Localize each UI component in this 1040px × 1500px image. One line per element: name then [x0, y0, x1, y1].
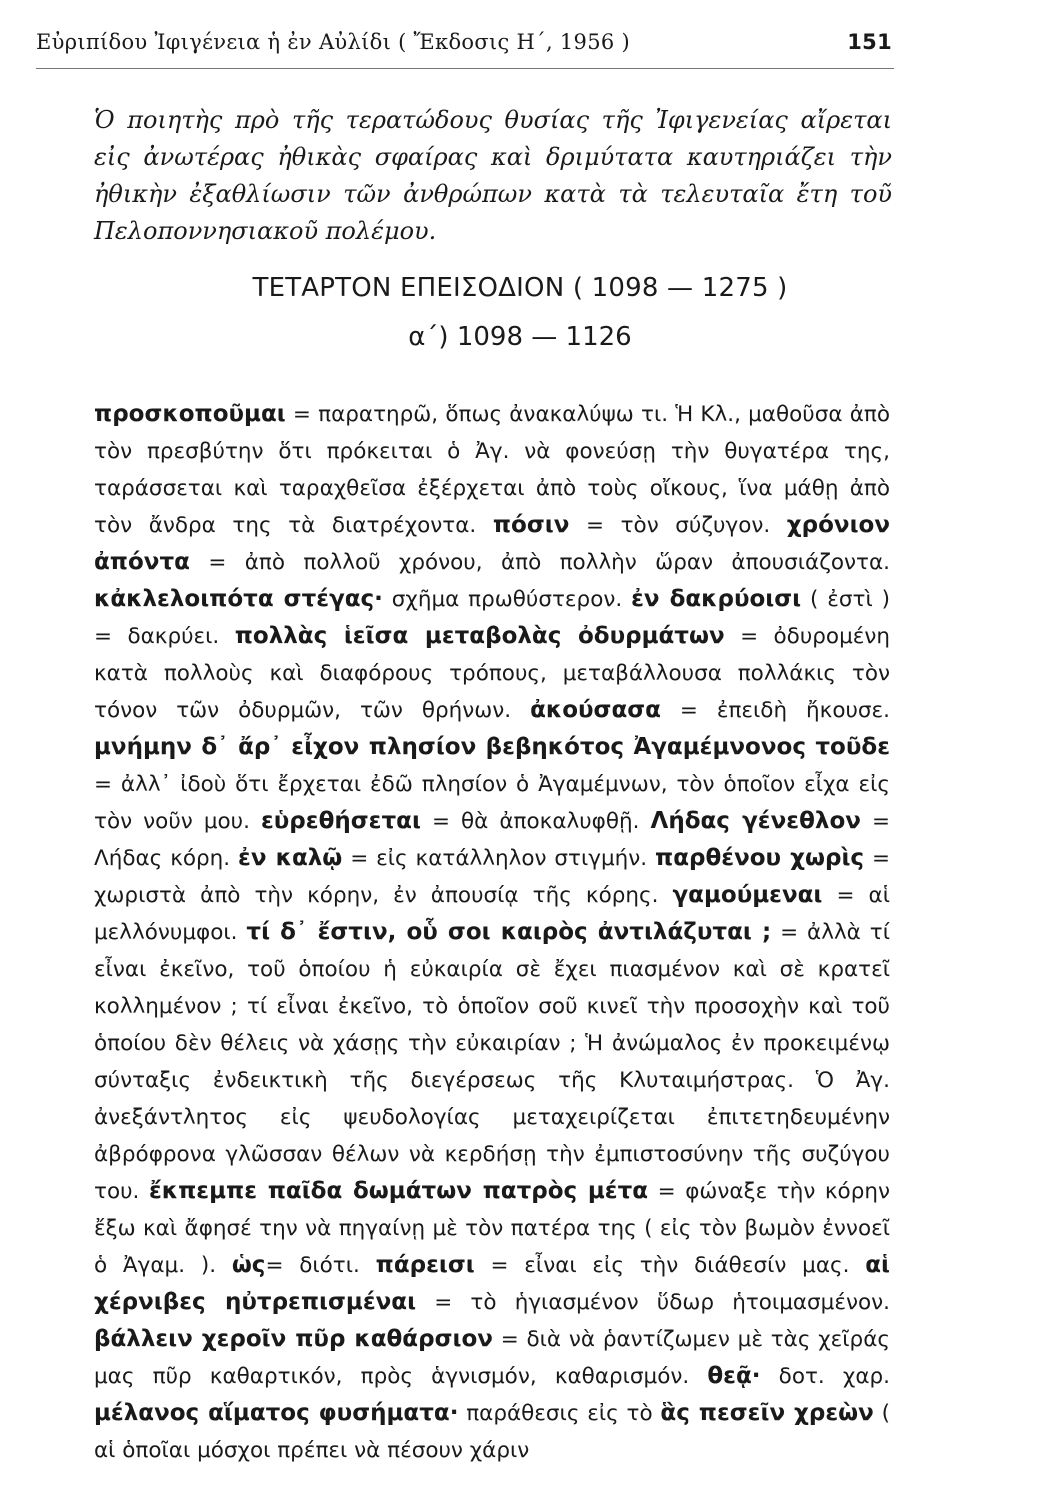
page-number: 151	[847, 30, 892, 54]
lemma: ἐν καλῷ	[238, 845, 343, 871]
lemma: μνήμην δ᾽ ἄρ᾽ εἶχον πλησίον βεβηκότος Ἀγαμέμνονος τοῦδε	[94, 734, 890, 760]
lemma: πολλὰς ἱεῖσα μεταβολὰς ὀδυρμάτων	[234, 623, 725, 649]
lemma: παρθένου χωρὶς	[655, 845, 865, 871]
section-title: ΤΕΤΑΡΤΟΝ ΕΠΕΙΣΟΔΙΟΝ ( 1098 — 1275 )	[252, 273, 788, 303]
gloss: = ἐπειδὴ ἤκουσε.	[660, 698, 890, 723]
lemma: κἀκλελοιπότα στέγας·	[94, 586, 383, 612]
lemma: ἔκπεμπε παῖδα δωμάτων πατρὸς μέτα	[148, 1178, 649, 1204]
lemma: εὑρεθήσεται	[260, 808, 421, 834]
gloss: = παρατηρῶ, ὅπως ἀνακαλύψω τι. Ἡ Κλ., μαθοῦσα ἀπὸ τὸν πρεσβύτην ὅτι πρόκειται ὁ Ἀγ. νὰ φονεύσῃ τὴν θυγατέρα της, ταράσσεται καὶ ταραχθεῖσα ἐξέρχεται ἀπὸ τοὺς οἴκους, ἵνα μάθῃ ἀπὸ τὸν ἄνδρα της τὰ διατρέχοντα.	[94, 402, 890, 538]
lemma: ἀκούσασα	[530, 697, 661, 723]
gloss: = ὀδυρομένη κατὰ πολλοὺς καὶ διαφόρους τρόπους, μεταβάλλουσα πολλάκις τὸν τόνον τῶν ὀδυρμῶν, τῶν θρήνων.	[94, 624, 891, 723]
lemma: βάλλειν χεροῖν πῦρ καθάρσιον	[94, 1326, 493, 1352]
commentary-paragraph	[94, 396, 890, 1469]
gloss: = τὸ ἡγιασμένον ὕδωρ ἡτοιμασμένον.	[416, 1290, 890, 1315]
lemma: ἐν δακρύοισι	[631, 586, 802, 612]
lemma: μέλανος αἵματος φυσήματα·	[94, 1400, 459, 1426]
lemma: ὡς	[231, 1252, 266, 1278]
gloss: δοτ. χαρ.	[760, 1364, 890, 1389]
gloss: = αἱ μελλόνυμφοι.	[94, 883, 890, 945]
lemma: Λήδας γένεθλον	[650, 808, 861, 834]
lemma: αἱ χέρνιβες ηὐτρεπισμέναι	[94, 1252, 890, 1315]
running-header	[36, 30, 892, 54]
gloss: ( ἐστὶ ) = δακρύει.	[94, 587, 890, 649]
lemma: γαμούμεναι	[672, 882, 823, 908]
lemma: ἃς πεσεῖν χρεὼν	[660, 1400, 874, 1426]
gloss: = διὰ νὰ ῥαντίζωμεν μὲ τὰς χεῖράς μας πῦρ καθαρτικόν, πρὸς ἁγνισμόν, καθαρισμόν.	[94, 1327, 890, 1389]
gloss: = τὸν σύζυγον.	[569, 513, 787, 538]
gloss: = ἀλλὰ τί εἶναι ἐκεῖνο, τοῦ ὁποίου ἡ εὐκαιρία σὲ ἔχει πιασμένον καὶ σὲ κρατεῖ κολλημένον ; τί εἶναι ἐκεῖνο, τὸ ὁποῖον σοῦ κινεῖ τὴν προσοχὴν καὶ τοῦ ὁποίου δὲν θέλεις νὰ χάσῃς τὴν εὐκαιρίαν ; Ἡ ἀνώμαλος ἐν προκειμένῳ σύνταξις ἐνδεικτικὴ τῆς διεγέρσεως τῆς Κλυταιμήστρας. Ὁ Ἀγ. ἀνεξάντλητος εἰς ψευδολογίας μεταχειρίζεται ἐπιτετηδευμένην ἀβρόφρονα γλῶσσαν θέλων νὰ κερδήσῃ τὴν ἐμπιστοσύνην τῆς συζύγου του.	[94, 920, 891, 1204]
gloss: = χωριστὰ ἀπὸ τὴν κόρην, ἐν ἀπουσίᾳ τῆς κόρης.	[94, 846, 890, 908]
lemma: θεᾷ·	[707, 1363, 761, 1389]
gloss: σχῆμα πρωθύστερον.	[382, 587, 632, 612]
gloss: = ἀλλ᾽ ἰδοὺ ὅτι ἔρχεται ἐδῶ πλησίον ὁ Ἀγαμέμνων, τὸν ὁποῖον εἶχα εἰς τὸν νοῦν μου.	[94, 772, 890, 834]
gloss: ( αἱ ὁποῖαι μόσχοι πρέπει νὰ πέσουν χάριν	[94, 1401, 890, 1463]
gloss: = Λήδας κόρη.	[94, 809, 890, 871]
gloss: = διότι.	[265, 1253, 376, 1278]
lemma: τί δ᾽ ἔστιν, οὗ σοι καιρὸς ἀντιλάζυται ;	[246, 919, 772, 945]
gloss: = εἰς κατάλληλον στιγμήν.	[342, 846, 656, 871]
gloss: = φώναξε τὴν κόρην ἔξω καὶ ἄφησέ την νὰ πηγαίνῃ μὲ τὸν πατέρα της ( εἰς τὸν βωμὸν ἐννοεῖ ὁ Ἀγαμ. ).	[94, 1179, 890, 1278]
running-title: Εὐριπίδου Ἰφιγένεια ἡ ἐν Αὐλίδι ( Ἔκδοσις Η΄, 1956 )	[36, 30, 631, 54]
subsection-title: α΄) 1098 — 1126	[408, 322, 632, 352]
lemma: χρόνιον ἀπόντα	[94, 512, 890, 575]
lemma: πάρεισι	[375, 1252, 475, 1278]
lemma: πόσιν	[492, 512, 570, 538]
gloss: = θὰ ἀποκαλυφθῇ.	[420, 809, 651, 834]
gloss: = ἀπὸ πολλοῦ χρόνου, ἀπὸ πολλὴν ὥραν ἀπουσιάζοντα.	[189, 550, 890, 575]
intro-paragraph: Ὁ ποιητὴς πρὸ τῆς τερατώδους θυσίας τῆς Ἰφιγενείας αἴρεται εἰς ἀνωτέρας ἠθικὰς σφαίρας καὶ δριμύτατα καυτηριάζει τὴν ἠθικὴν ἐξαθλίωσιν τῶν ἀνθρώπων κατὰ τὰ τελευταῖα ἔτη τοῦ Πελοποννησιακοῦ πολέμου.	[94, 106, 892, 245]
gloss: = εἶναι εἰς τὴν διάθεσίν μας.	[474, 1253, 866, 1278]
header-rule	[36, 68, 894, 69]
gloss: παράθεσις εἰς τὸ	[458, 1401, 661, 1426]
lemma: προσκοποῦμαι	[94, 401, 286, 427]
